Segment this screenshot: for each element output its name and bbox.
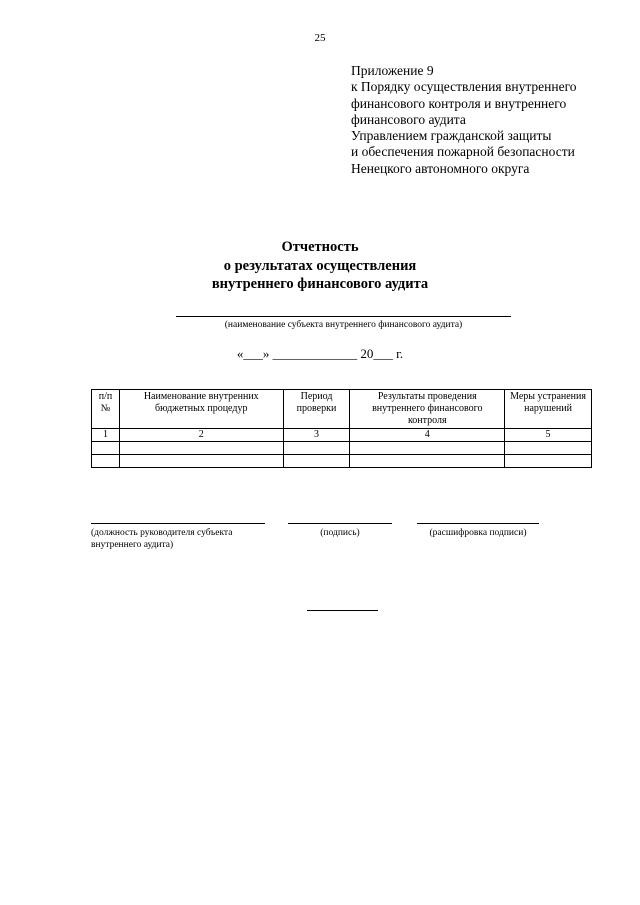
title-line: внутреннего финансового аудита bbox=[211, 276, 429, 292]
decoding-caption: (расшифровка подписи) bbox=[429, 528, 527, 538]
end-line bbox=[307, 610, 378, 611]
page-number: 25 bbox=[314, 32, 326, 44]
subject-name-caption: (наименование субъекта внутреннего финансового аудита) bbox=[224, 320, 463, 330]
table-cell bbox=[283, 455, 350, 468]
appendix-line: Ненецкого автономного округа bbox=[351, 160, 530, 176]
column-number: 4 bbox=[350, 429, 505, 442]
appendix-line: Приложение 9 bbox=[351, 63, 434, 78]
table-cell bbox=[350, 455, 505, 468]
report-table bbox=[91, 389, 592, 468]
document-title bbox=[0, 238, 640, 294]
header-measures: Меры устранения нарушений bbox=[505, 390, 592, 429]
column-number: 1 bbox=[92, 429, 120, 442]
table-cell bbox=[505, 442, 592, 455]
subject-name-line bbox=[176, 316, 511, 317]
title-line: о результатах осуществления bbox=[223, 257, 417, 274]
table-cell bbox=[92, 442, 120, 455]
table-cell bbox=[119, 455, 283, 468]
appendix-block bbox=[351, 63, 577, 177]
table-cell bbox=[350, 442, 505, 455]
date-line: «___» _____________ 20___ г. bbox=[236, 346, 404, 361]
table-header-row bbox=[92, 390, 592, 429]
header-procedures: Наименование внутренних бюджетных процедур bbox=[119, 390, 283, 429]
column-number: 2 bbox=[119, 429, 283, 442]
appendix-line: финансового контроля и внутреннего bbox=[351, 95, 567, 111]
signature-line bbox=[288, 523, 392, 524]
table-row bbox=[92, 442, 592, 455]
appendix-line: к Порядку осуществления внутреннего bbox=[351, 79, 577, 95]
header-results: Результаты проведения внутреннего финансового контроля bbox=[350, 390, 505, 429]
signature-caption: (подпись) bbox=[320, 528, 360, 538]
table-row bbox=[92, 455, 592, 468]
header-period: Период проверки bbox=[283, 390, 350, 429]
appendix-line: и обеспечения пожарной безопасности bbox=[351, 144, 575, 160]
decoding-line bbox=[417, 523, 539, 524]
table-cell bbox=[92, 455, 120, 468]
title-line: Отчетность bbox=[281, 239, 359, 255]
table-cell bbox=[283, 442, 350, 455]
position-caption: (должность руководителя субъекта внутреннего аудита) bbox=[91, 528, 233, 550]
position-line bbox=[91, 523, 265, 524]
column-number: 3 bbox=[283, 429, 350, 442]
column-number: 5 bbox=[505, 429, 592, 442]
appendix-line: финансового аудита bbox=[351, 111, 466, 127]
table-cell bbox=[505, 455, 592, 468]
header-number: п/п № bbox=[92, 390, 120, 429]
table-number-row bbox=[92, 429, 592, 442]
appendix-line: Управлением гражданской защиты bbox=[351, 128, 552, 144]
table-cell bbox=[119, 442, 283, 455]
